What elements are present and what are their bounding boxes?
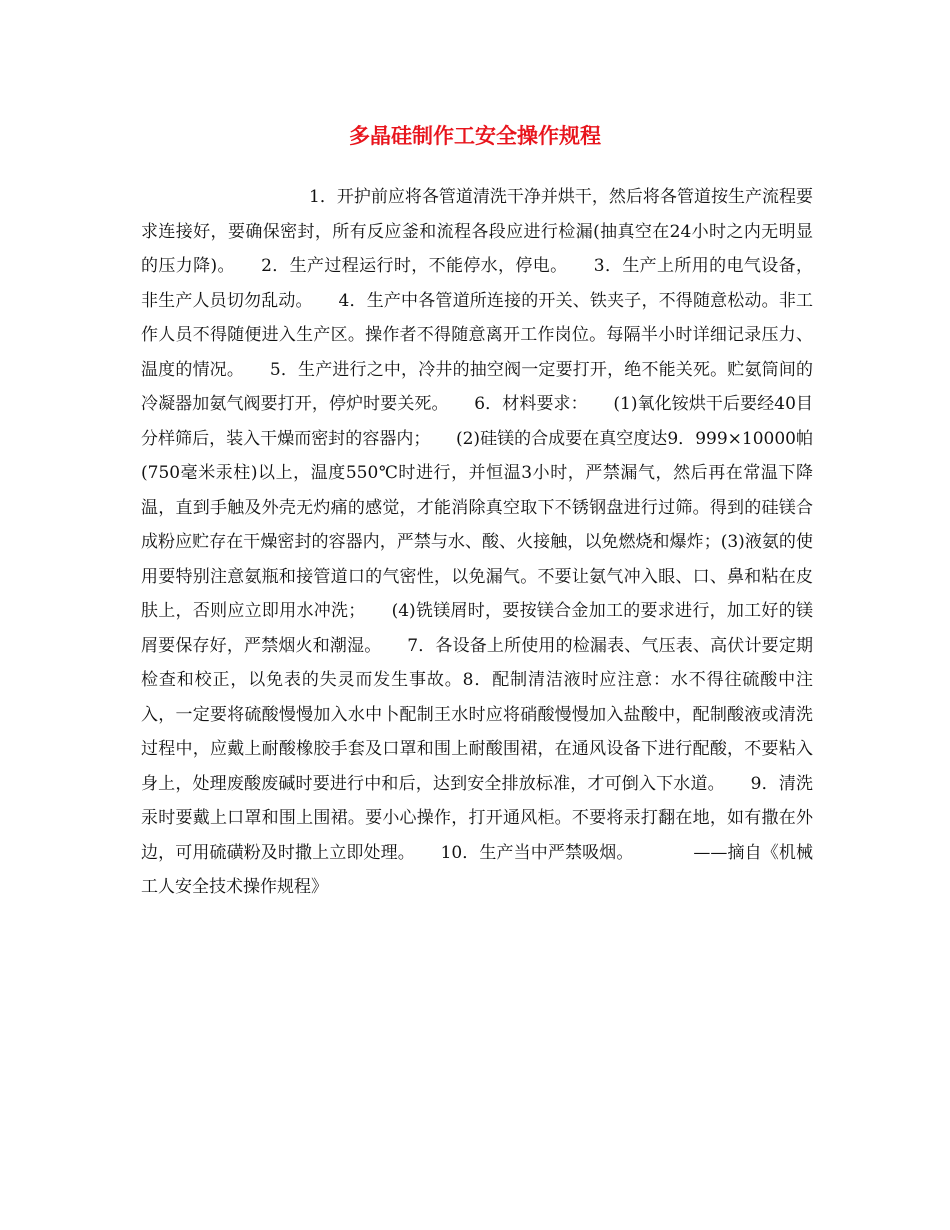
document-body: 1．开护前应将各管道清洗干净并烘干，然后将各管道按生产流程要求连接好，要确保密封，所有反应釜和流程各段应进行检漏(抽真空在24小时之内无明显的压力降)。 2．生产过程运行时，不能停水，停电。 3．生产上所用的电气设备，非生产人员切勿乱动。 4．生产中各管道所连接的开关、铁夹子，不得随意松动。非工作人员不得随便进入生产区。操作者不得随意离开工作岗位。每隔半小时详细记录压力、温度的情况。 5．生产进行之中，冷井的抽空阀一定要打开，绝不能关死。贮氨筒间的冷凝器加氨气阀要打开，停炉时要关死。 6．材料要求： (1)氧化铵烘干后要经40目分样筛后，装入干燥而密封的容器内； (2)硅镁的合成要在真空度达9．999×10000帕(750毫米汞柱)以上，温度550℃时进行，并恒温3小时，严禁漏气，然后再在常温下降温，直到手触及外壳无灼痛的感觉，才能消除真空取下不锈钢盘进行过筛。得到的硅镁合成粉应贮存在干燥密封的容器内，严禁与水、酸、火接触，以免燃烧和爆炸；(3)液氨的使用要特别注意氨瓶和接管道口的气密性，以免漏气。不要让氨气冲入眼、口、鼻和粘在皮肤上，否则应立即用水冲洗； (4)铣镁屑时，要按镁合金加工的要求进行，加工好的镁屑要保存好，严禁烟火和潮湿。 7．各设备上所使用的检漏表、气压表、高伏计要定期检查和校正，以免表的失灵而发生事故。8．配制清洁液时应注意：水不得往硫酸中注入，一定要将硫酸慢慢加入水中卜配制王水时应将硝酸慢慢加入盐酸中，配制酸液或清洗过程中，应戴上耐酸橡胶手套及口罩和围上耐酸围裙，在通风设备下进行配酸，不要粘入身上，处理废酸废碱时要进行中和后，达到安全排放标准，才可倒入下水道。 9．清洗汞时要戴上口罩和围上围裙。要小心操作，打开通风柜。不要将汞打翻在地，如有撒在外边，可用硫磺粉及时撒上立即处理。 10．生产当中严禁吸烟。 ——摘自《机械工人安全技术操作规程》 bbox=[141, 187, 813, 897]
document-title: 多晶硅制作工安全操作规程 bbox=[349, 124, 601, 148]
